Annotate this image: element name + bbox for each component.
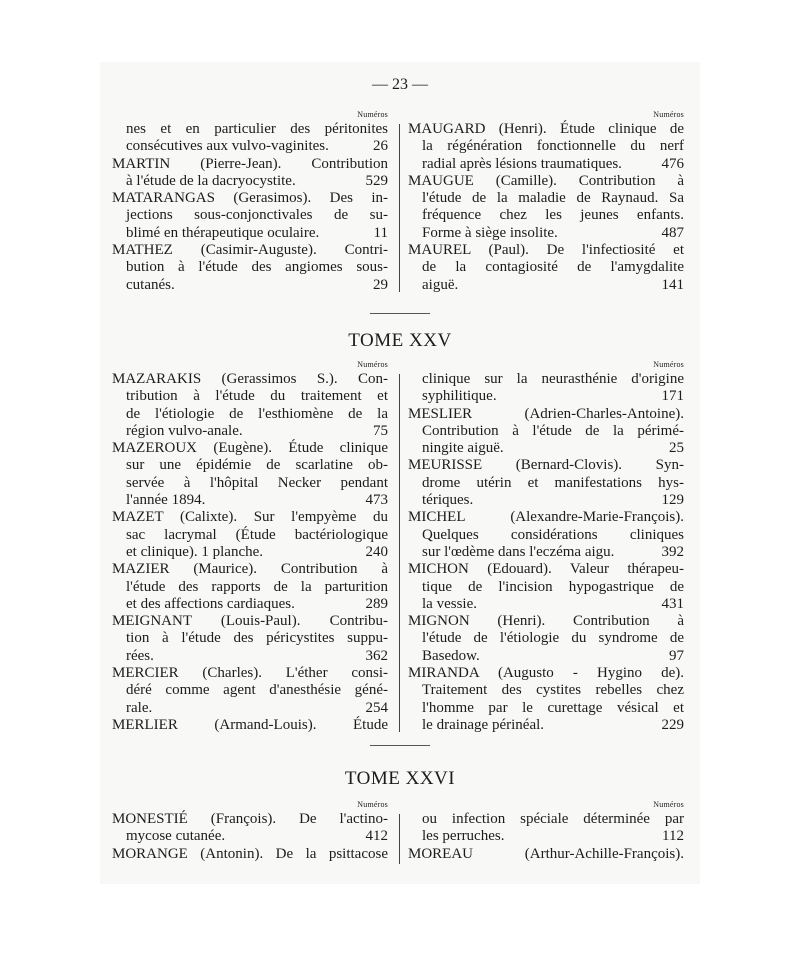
entry-text: servée à l'hôpital Necker pendant [126,474,388,491]
entry-text: MAUGARD (Henri). Étude clinique de [408,121,684,137]
entry-list [112,371,388,734]
entry-line [112,527,388,544]
entry-line [112,509,388,526]
numeros-label: Numéros [357,110,388,119]
entry-number: 431 [661,595,684,612]
entry-line [112,371,388,388]
entry-text: l'étude des rapports de la parturition [126,578,388,595]
entry-line [408,371,684,388]
entry-line [408,423,684,440]
entry-text: Quelques considérations cliniques [422,526,684,543]
entry-number: 529 [365,172,388,189]
entry-line-with-number [408,440,684,457]
entry-line-with-number [408,225,684,242]
entry-text: ningite aiguë. [422,440,504,457]
entry-line [408,846,684,863]
entry-line [408,242,684,259]
entry-text: MAZIER (Maurice). Contribution à [112,561,388,578]
entry-line-with-number [112,828,388,845]
entry-line [112,579,388,596]
entry-text: MERLIER (Armand-Louis). Étude [112,716,388,733]
entry-number: 412 [365,828,388,845]
entry-text: MAZET (Calixte). Sur l'empyème du [112,509,388,526]
entry-line-with-number [112,423,388,440]
entry-line [408,682,684,699]
section-separator [370,745,430,746]
entry-list [408,811,684,863]
entry-number: 25 [669,440,684,457]
entry-number: 476 [661,155,684,172]
entry-text: Contribution à l'étude de la périmé- [422,422,684,439]
entry-text: syphilitique. [422,388,497,405]
entry-line [408,207,684,224]
numeros-label: Numéros [357,360,388,369]
entry-line [112,475,388,492]
entry-line [112,121,388,138]
entry-text: sur l'œdème dans l'eczéma aigu. [422,543,615,560]
entry-number: 75 [373,422,388,439]
entry-line-with-number [408,388,684,405]
numeros-label: Numéros [357,800,388,809]
entry-list [112,121,388,294]
entry-line-with-number [112,225,388,242]
entry-line-with-number [408,596,684,613]
section-top [112,110,688,296]
entry-line [112,242,388,259]
entry-line-with-number [408,492,684,509]
entry-text: drome utérin et manifestations hys- [422,474,684,491]
entry-line [112,190,388,207]
column-right [408,800,684,863]
entry-text: l'homme par le curettage vésical et [422,699,684,716]
entry-line [408,259,684,276]
entry-text: le drainage périnéal. [422,716,545,733]
numeros-label: Numéros [653,360,684,369]
section-tome-26 [112,800,688,870]
entry-text: MIGNON (Henri). Contribution à [408,613,684,630]
entry-text: déré comme agent d'anesthésie géné- [126,682,388,699]
entry-line-with-number [408,156,684,173]
entry-text: rale. [126,699,153,716]
entry-text: les perruches. [422,828,505,845]
entry-text: clinique sur la neurasthénie d'origine [422,371,684,387]
entry-number: 240 [365,543,388,560]
page-number: — 23 — [372,76,428,93]
column-divider [399,814,400,864]
entry-text: nes et en particulier des péritonites [126,121,388,137]
entry-text: à l'étude de la dacryocystite. [126,172,296,189]
entry-text: sac lacrymal (Étude bactériologique [126,526,388,543]
entry-line [112,156,388,173]
entry-text: cutanés. [126,276,175,293]
entry-text: Forme à siège insolite. [422,224,558,241]
column-left [112,360,388,734]
entry-text: la régénération fonctionnelle du nerf [422,138,684,155]
entry-text: et des affections cardiaques. [126,595,295,612]
entry-line [112,259,388,276]
entry-line [408,613,684,630]
entry-line [112,388,388,405]
entry-text: MAUGUE (Camille). Contribution à [408,172,684,189]
column-right [408,360,684,734]
entry-line [408,811,684,828]
entry-line [408,475,684,492]
entry-line-with-number [408,277,684,294]
entry-line [112,613,388,630]
entry-text: bution à l'étude des angiomes sous- [126,259,388,276]
entry-line [408,509,684,526]
entry-number: 362 [365,647,388,664]
entry-text: MOREAU (Arthur-Achille-François). [408,845,684,862]
entry-text: MERCIER (Charles). L'éther consi- [112,665,388,682]
entry-line-with-number [112,544,388,561]
entry-line [408,190,684,207]
entry-line-with-number [112,277,388,294]
entry-text: MICHON (Edouard). Valeur thérapeu- [408,561,684,578]
entry-line-with-number [112,596,388,613]
entry-number: 129 [661,492,684,509]
entry-line [112,682,388,699]
entry-line [408,527,684,544]
entry-text: sur une épidémie de scarlatine ob- [126,457,388,474]
entry-number: 289 [365,595,388,612]
entry-line [408,630,684,647]
entry-line-with-number [112,173,388,190]
column-divider [399,374,400,732]
entry-text: la vessie. [422,595,477,612]
entry-line [112,717,388,734]
entry-text: tique de l'incision hypogastrique de [422,578,684,595]
entry-number: 487 [661,224,684,241]
entry-text: l'étude de l'étiologie du syndrome de [422,630,684,647]
entry-text: région vulvo-anale. [126,422,243,439]
entry-number: 229 [661,716,684,733]
entry-text: MATHEZ (Casimir-Auguste). Contri- [112,242,388,259]
entry-line-with-number [112,648,388,665]
entry-number: 11 [373,224,388,241]
entry-number: 141 [661,276,684,293]
entry-text: MATARANGAS (Gerasimos). Des in- [112,190,388,207]
tome-heading: TOME XXVI [344,768,456,789]
entry-text: et clinique). 1 planche. [126,543,264,560]
section-tome-25 [112,360,688,736]
entry-text: tion à l'étude des péricystites suppu- [126,630,388,647]
entry-line [408,700,684,717]
column-divider [399,124,400,292]
entry-text: MONESTIÉ (François). De l'actino- [112,811,388,827]
entry-line-with-number [112,138,388,155]
entry-text: Basedow. [422,647,480,664]
entry-text: MAUREL (Paul). De l'infectiosité et [408,242,684,259]
entry-number: 171 [661,388,684,405]
entry-line-with-number [408,828,684,845]
entry-text: MAZEROUX (Eugène). Étude clinique [112,440,388,457]
numeros-label: Numéros [653,800,684,809]
entry-line-with-number [112,700,388,717]
entry-text: tribution à l'étude du traitement et [126,388,388,405]
section-separator [370,313,430,314]
entry-text: jections sous-conjonctivales de su- [126,207,388,224]
entry-text: rées. [126,647,154,664]
entry-line [112,440,388,457]
entry-text: MESLIER (Adrien-Charles-Antoine). [408,405,684,422]
entry-text: blimé en thérapeutique oculaire. [126,224,320,241]
entry-number: 473 [365,492,388,509]
entry-number: 26 [373,138,388,155]
entry-line-with-number [408,717,684,734]
entry-text: MIRANDA (Augusto - Hygino de). [408,665,684,682]
entry-text: mycose cutanée. [126,828,226,845]
entry-line [408,406,684,423]
entry-text: tériques. [422,492,474,509]
entry-line [408,138,684,155]
entry-line [112,457,388,474]
entry-text: de l'étiologie de l'esthiomène de la [126,405,388,422]
entry-line [408,121,684,138]
column-left [112,800,388,863]
entry-text: MORANGE (Antonin). De la psittacose [112,845,388,862]
entry-text: aiguë. [422,276,459,293]
entry-text: consécutives aux vulvo-vaginites. [126,138,329,155]
entry-list [408,121,684,294]
entry-line-with-number [408,648,684,665]
entry-text: fréquence chez les jeunes enfants. [422,207,684,224]
entry-line [112,406,388,423]
entry-line [112,846,388,863]
entry-line-with-number [112,492,388,509]
entry-line [408,561,684,578]
entry-number: 392 [661,543,684,560]
entry-text: ou infection spéciale déterminée par [422,811,684,827]
tome-heading: TOME XXV [348,330,452,351]
entry-number: 97 [669,647,684,664]
entry-text: radial après lésions traumatiques. [422,155,622,172]
column-left [112,110,388,294]
numeros-label: Numéros [653,110,684,119]
entry-line [112,561,388,578]
entry-line [408,665,684,682]
entry-line-with-number [408,544,684,561]
entry-number: 112 [662,828,684,845]
entry-line [408,457,684,474]
entry-number: 254 [365,699,388,716]
entry-text: de la contagiosité de l'amygdalite [422,259,684,276]
entry-text: MAZARAKIS (Gerassimos S.). Con- [112,371,388,387]
entry-line [408,579,684,596]
entry-line [408,173,684,190]
entry-text: MEURISSE (Bernard-Clovis). Syn- [408,457,684,474]
entry-text: MARTIN (Pierre-Jean). Contribution [112,155,388,172]
entry-line [112,207,388,224]
entry-line [112,811,388,828]
entry-text: MICHEL (Alexandre-Marie-François). [408,509,684,526]
entry-list [408,371,684,734]
entry-text: MEIGNANT (Louis-Paul). Contribu- [112,613,388,630]
entry-text: l'année 1894. [126,492,206,509]
entry-list [112,811,388,863]
entry-number: 29 [373,276,388,293]
entry-text: Traitement des cystites rebelles chez [422,682,684,699]
entry-text: l'étude de la maladie de Raynaud. Sa [422,190,684,207]
column-right [408,110,684,294]
entry-line [112,665,388,682]
entry-line [112,630,388,647]
